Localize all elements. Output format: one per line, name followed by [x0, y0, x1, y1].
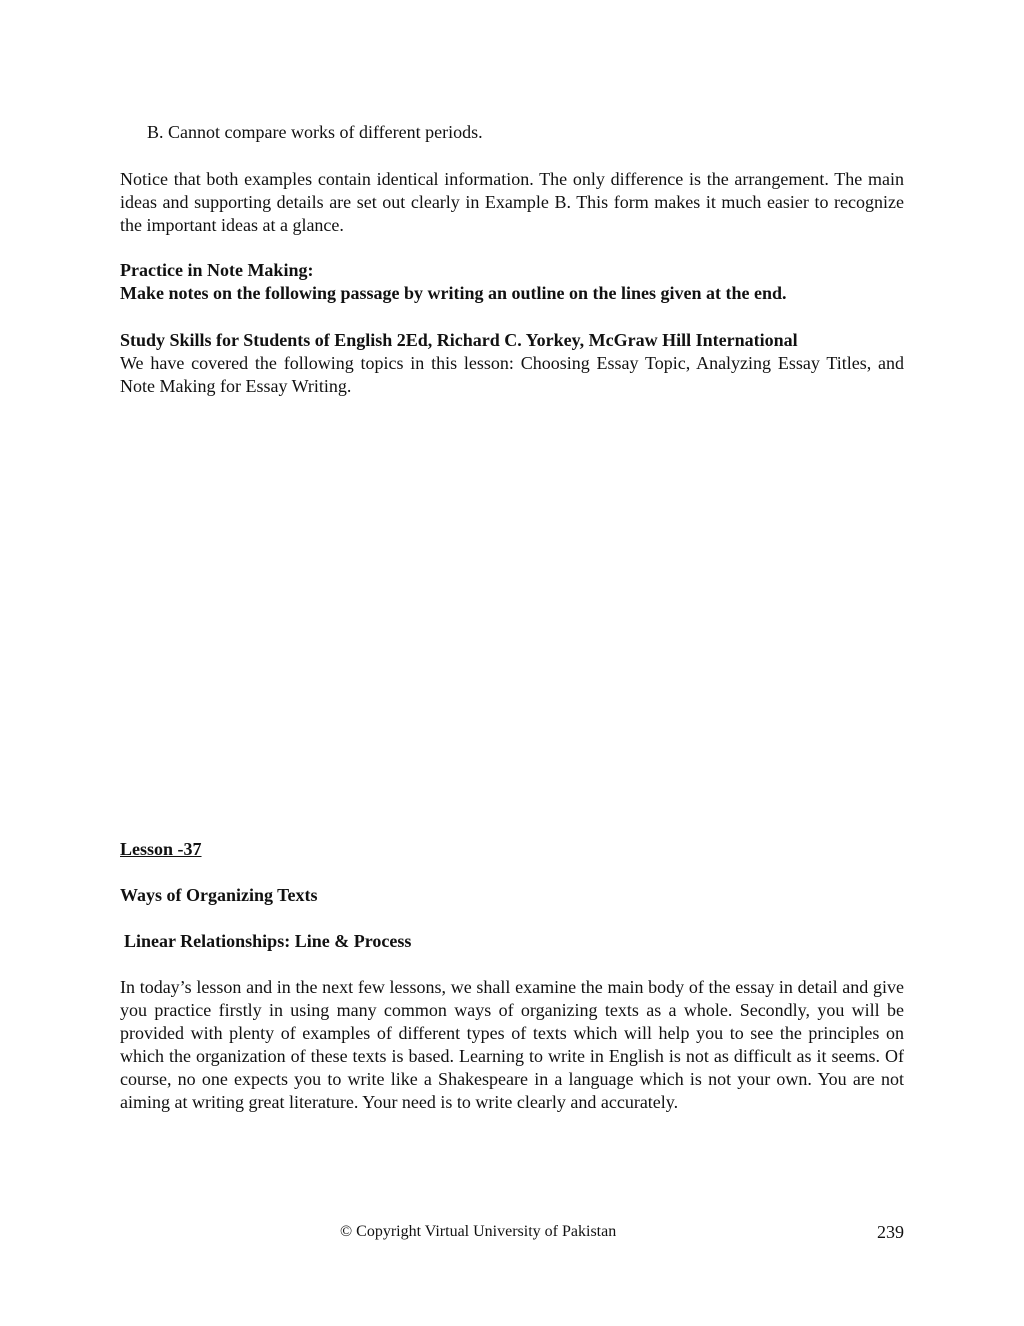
notice-paragraph: Notice that both examples contain identical information. The only difference is the arrangement. The main ideas and supporting details are set out clearly in Example B. This form makes it much easier to recognize the important ideas at a glance.	[120, 169, 904, 235]
lesson-body-paragraph: In today’s lesson and in the next few lessons, we shall examine the main body of the essay in detail and give you practice firstly in using many common ways of organizing texts as a whole. Secondly, you will be provided with plenty of examples of different types of texts which will help you to see the principles on which the organization of these texts is based. Learning to write in English is not as difficult as it seems. Of course, no one expects you to write like a Shakespeare in a language which is not your own. You are not aiming at writing great literature. Your need is to write clearly and accurately.	[120, 977, 904, 1112]
section-title: Ways of Organizing Texts	[120, 885, 318, 905]
lesson-number: Lesson -37	[120, 839, 202, 859]
practice-instruction: Make notes on the following passage by writing an outline on the lines given at the end.	[120, 283, 787, 303]
footer-copyright: © Copyright Virtual University of Pakistan	[340, 1223, 617, 1240]
list-item-b: B. Cannot compare works of different periods.	[147, 122, 483, 142]
practice-heading: Practice in Note Making:	[120, 260, 314, 280]
citation: Study Skills for Students of English 2Ed, Richard C. Yorkey, McGraw Hill International	[120, 330, 798, 350]
page-number: 239	[877, 1222, 904, 1242]
subsection-title: Linear Relationships: Line & Process	[124, 931, 412, 951]
summary-paragraph: We have covered the following topics in this lesson: Choosing Essay Topic, Analyzing Essay Titles, and Note Making for Essay Writing.	[120, 353, 904, 396]
